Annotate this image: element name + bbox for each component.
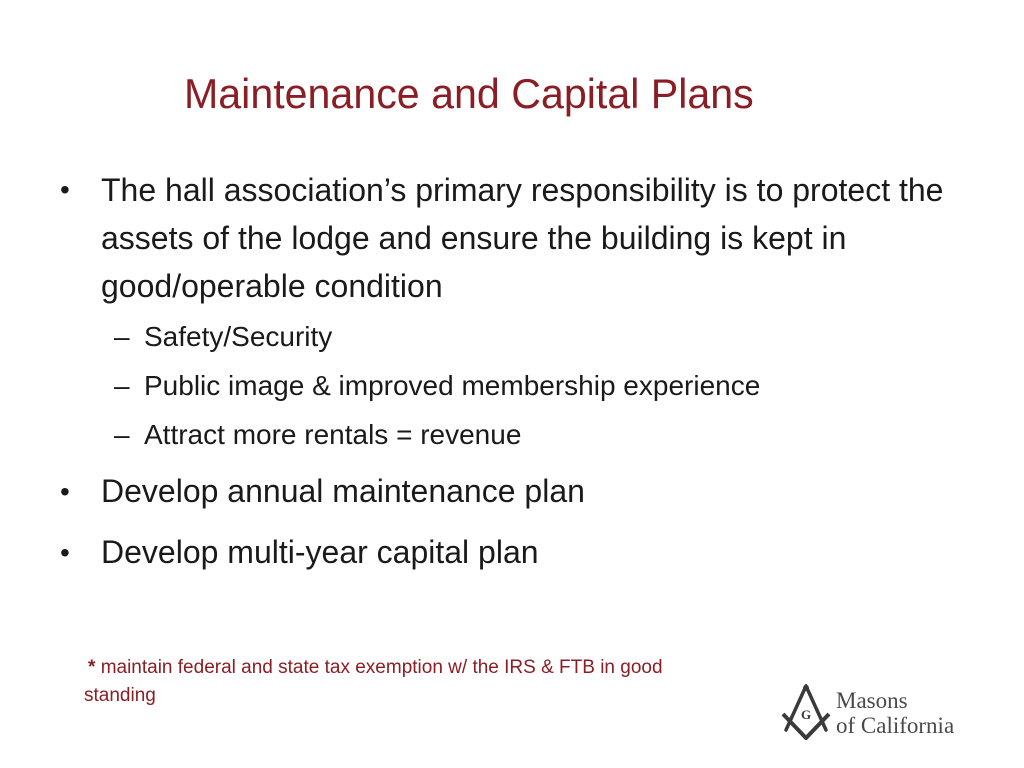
slide-title: Maintenance and Capital Plans <box>184 70 754 117</box>
square-compass-icon <box>780 684 832 740</box>
bullet-item <box>56 524 956 581</box>
footnote-asterisk: * <box>88 657 96 678</box>
bullet-list <box>56 166 956 581</box>
footnote <box>84 654 724 710</box>
bullet-item <box>56 463 956 520</box>
emblem-letter: G <box>800 707 812 722</box>
masons-logo <box>780 684 980 744</box>
sub-bullet-item <box>114 410 956 459</box>
dash-marker: – <box>114 321 130 352</box>
sub-bullet-text: Attract more rentals = revenue <box>144 419 522 450</box>
dash-marker: – <box>114 419 130 450</box>
dash-marker: – <box>114 370 130 401</box>
bullet-text: Develop multi-year capital plan <box>101 534 539 570</box>
bullet-marker: • <box>60 476 70 507</box>
sub-bullet-list <box>114 312 956 459</box>
sub-bullet-text: Safety/Security <box>144 321 333 352</box>
bullet-text: Develop annual maintenance plan <box>101 473 585 509</box>
bullet-marker: • <box>60 174 70 205</box>
bullet-marker: • <box>60 537 70 568</box>
bullet-item <box>56 166 956 310</box>
logo-text <box>836 688 954 738</box>
sub-bullet-text: Public image & improved membership experience <box>144 370 761 401</box>
bullet-text: The hall association’s primary responsibility is to protect the assets of the lodge and ensure the building is kept in good/operable condition <box>101 172 944 304</box>
footnote-text: maintain federal and state tax exemption w/ the IRS & FTB in good standing <box>84 657 663 706</box>
sub-bullet-item <box>114 361 956 410</box>
logo-line-1: Masons <box>836 688 908 713</box>
logo-line-2: of California <box>836 713 955 738</box>
sub-bullet-item <box>114 312 956 361</box>
